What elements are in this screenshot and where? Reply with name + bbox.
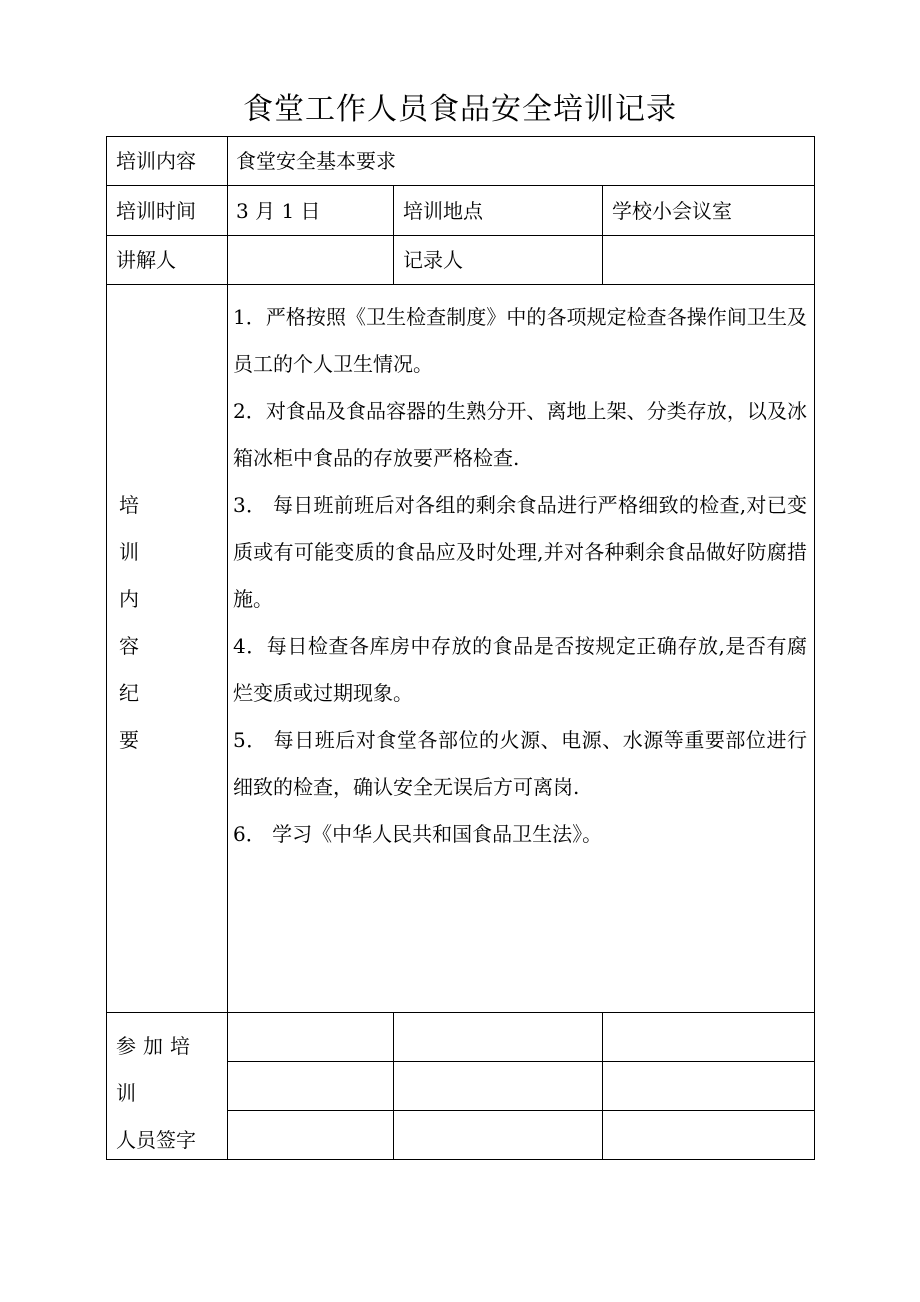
content-label-char: 要 [119, 728, 139, 752]
content-summary-label [117, 482, 141, 764]
content-item: 5． 每日班后对食堂各部位的火源、电源、水源等重要部位进行细致的检查，确认安全无误后方可离岗. [233, 728, 807, 799]
row-divider [227, 1110, 815, 1111]
training-content-value: 食堂安全基本要求 [236, 149, 396, 173]
content-item: 2．对食品及食品容器的生熟分开、离地上架、分类存放，以及冰箱冰柜中食品的存放要严格检查. [233, 399, 807, 470]
column-divider [227, 136, 228, 1160]
content-label-char: 训 [119, 540, 139, 564]
training-place-value: 学校小会议室 [612, 199, 732, 223]
row-divider [227, 1061, 815, 1062]
content-label-char: 纪 [119, 681, 139, 705]
speaker-label: 讲解人 [116, 248, 176, 272]
row-divider [106, 284, 815, 285]
signature-label-line: 参加培训 [116, 1034, 197, 1105]
column-divider [393, 185, 394, 284]
signature-label-line: 人员签字 [116, 1128, 196, 1152]
training-content-label: 培训内容 [116, 149, 196, 173]
training-place-label: 培训地点 [403, 199, 483, 223]
training-time-label: 培训时间 [116, 199, 196, 223]
row-divider [106, 1012, 815, 1013]
content-item: 3． 每日班前班后对各组的剩余食品进行严格细致的检查,对已变质或有可能变质的食品应及时处理,并对各种剩余食品做好防腐措施。 [233, 493, 807, 611]
content-item: 1．严格按照《卫生检查制度》中的各项规定检查各操作间卫生及员工的个人卫生情况。 [233, 305, 807, 376]
column-divider [602, 185, 603, 284]
attendee-signature-label [116, 1023, 220, 1164]
content-item: 4．每日检查各库房中存放的食品是否按规定正确存放,是否有腐烂变质或过期现象。 [233, 634, 807, 705]
content-label-char: 内 [119, 587, 139, 611]
page-title: 食堂工作人员食品安全培训记录 [243, 92, 677, 127]
row-divider [106, 185, 815, 186]
content-item: 6． 学习《中华人民共和国食品卫生法》。 [233, 822, 603, 846]
row-divider [106, 235, 815, 236]
content-label-char: 培 [119, 493, 139, 517]
column-divider [602, 1012, 603, 1160]
content-summary [233, 294, 807, 858]
recorder-label: 记录人 [403, 248, 463, 272]
content-label-char: 容 [119, 634, 139, 658]
training-time-value: 3 月 1 日 [236, 199, 321, 223]
column-divider [393, 1012, 394, 1160]
